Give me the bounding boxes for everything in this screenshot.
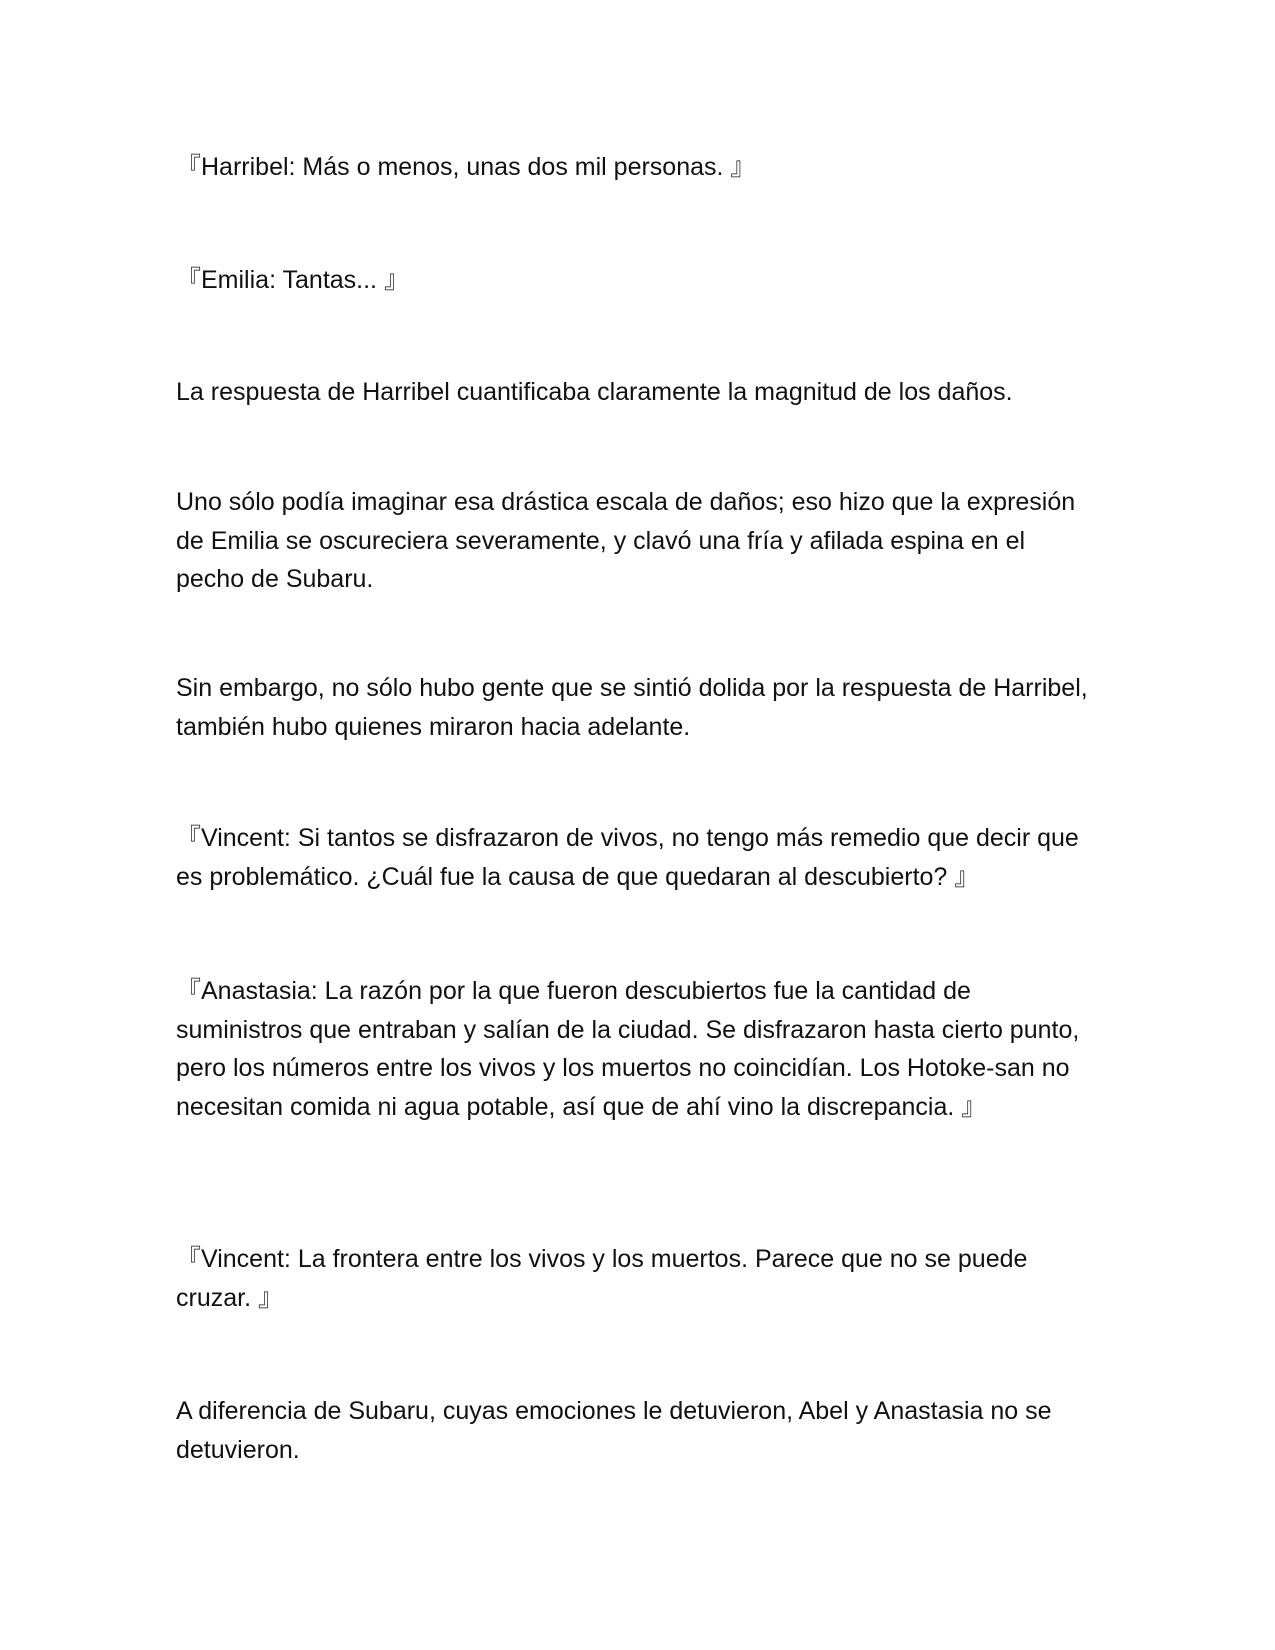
dialogue-vincent: 『Vincent: La frontera entre los vivos y los muertos. Parece que no se puede cruzar. 』 (176, 1245, 1028, 1312)
dialogue-vincent: 『Vincent: Si tantos se disfrazaron de vivos, no tengo más remedio que decir que es problemático. ¿Cuál fue la causa de que quedaran al descubierto? 』 (176, 824, 1079, 891)
narration-paragraph: La respuesta de Harribel cuantificaba claramente la magnitud de los daños. (176, 378, 1013, 406)
narration-paragraph: Uno sólo podía imaginar esa drástica escala de daños; eso hizo que la expresión de Emilia se oscureciera severamente, y clavó una fría y afilada espina en el pecho de Subaru. (176, 488, 1076, 593)
narration-paragraph: Sin embargo, no sólo hubo gente que se sintió dolida por la respuesta de Harribel, también hubo quienes miraron hacia adelante. (176, 674, 1088, 741)
narration-paragraph: A diferencia de Subaru, cuyas emociones le detuvieron, Abel y Anastasia no se detuvieron. (176, 1397, 1052, 1464)
dialogue-emilia: 『Emilia: Tantas... 』 (176, 266, 409, 294)
dialogue-anastasia: 『Anastasia: La razón por la que fueron descubiertos fue la cantidad de suministros que entraban y salían de la ciudad. Se disfrazaron hasta cierto punto, pero los números entre los vivos y los muertos no coincidían. Los Hotoke-san no necesitan comida ni agua potable, así que de ahí vino la discrepancia. 』 (176, 977, 1080, 1121)
dialogue-harribel: 『Harribel: Más o menos, unas dos mil personas. 』 (176, 153, 756, 181)
